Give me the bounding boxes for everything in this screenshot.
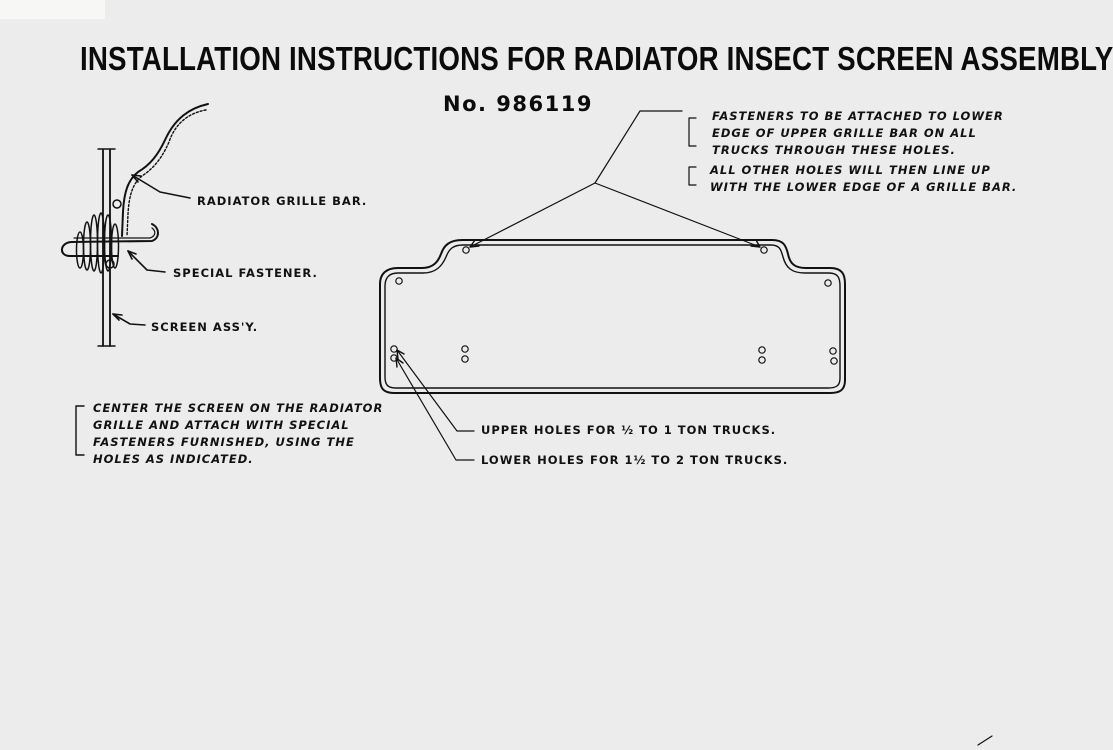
screen-assy-label: SCREEN ASS'Y. bbox=[151, 320, 259, 334]
instruction-line: FASTENERS FURNISHED, USING THE bbox=[93, 435, 355, 449]
grille-bar-label: RADIATOR GRILLE BAR. bbox=[197, 194, 368, 208]
instruction-line: HOLES AS INDICATED. bbox=[93, 452, 254, 466]
hole-label-leaders bbox=[396, 350, 474, 460]
special-fastener-label: SPECIAL FASTENER. bbox=[173, 266, 318, 280]
part-number: No. 986119 bbox=[443, 92, 593, 116]
screen-holes bbox=[391, 247, 837, 364]
installation-instructions bbox=[93, 400, 383, 468]
holes-note-line: WITH THE LOWER EDGE OF A GRILLE BAR. bbox=[710, 180, 1018, 194]
fastener-note bbox=[712, 108, 1004, 159]
fastener-note-line: TRUCKS THROUGH THESE HOLES. bbox=[712, 143, 956, 157]
fastener-note-line: EDGE OF UPPER GRILLE BAR ON ALL bbox=[712, 126, 977, 140]
instruction-line: CENTER THE SCREEN ON THE RADIATOR bbox=[93, 401, 384, 415]
page-title: INSTALLATION INSTRUCTIONS FOR RADIATOR INSECT SCREEN ASSEMBLY bbox=[80, 40, 1113, 77]
upper-holes-label: UPPER HOLES FOR ½ TO 1 TON TRUCKS. bbox=[481, 423, 777, 437]
insect-screen-outline bbox=[380, 240, 845, 393]
instruction-line: GRILLE AND ATTACH WITH SPECIAL bbox=[93, 418, 350, 432]
fastener-detail-illustration bbox=[62, 104, 208, 346]
holes-note bbox=[710, 162, 1017, 196]
lower-holes-label: LOWER HOLES FOR 1½ TO 2 TON TRUCKS. bbox=[481, 453, 789, 467]
fastener-note-line: FASTENERS TO BE ATTACHED TO LOWER bbox=[712, 109, 1004, 123]
holes-note-line: ALL OTHER HOLES WILL THEN LINE UP bbox=[710, 163, 991, 177]
